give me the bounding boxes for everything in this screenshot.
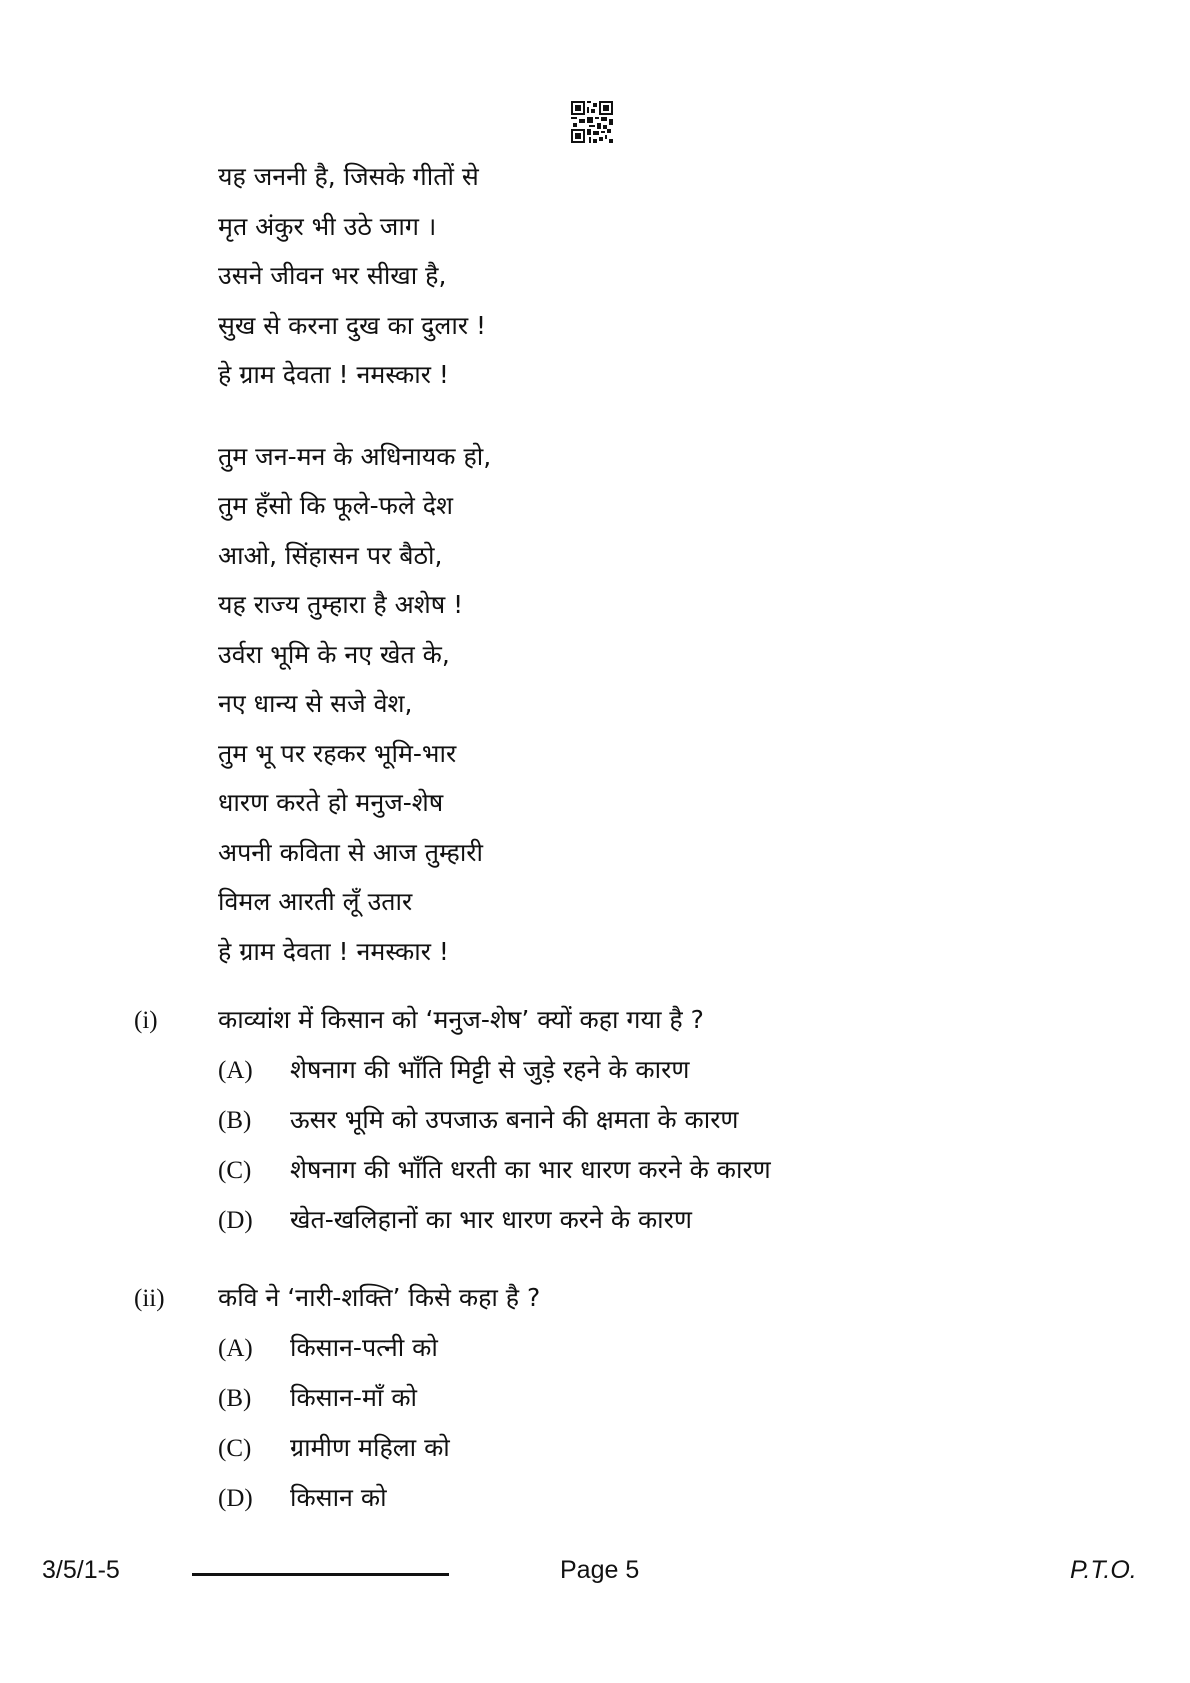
option-label: (A)	[218, 1057, 253, 1084]
option-b	[218, 1380, 1094, 1430]
poem-stanza-1	[218, 152, 491, 400]
option-label: (B)	[218, 1107, 252, 1134]
option-d	[218, 1202, 1094, 1252]
question-ii	[134, 1280, 1094, 1530]
poem-line: उर्वरा भूमि के नए खेत के,	[218, 639, 450, 669]
options-list	[218, 1330, 1094, 1530]
poem-passage	[218, 152, 491, 976]
poem-line: हे ग्राम देवता ! नमस्कार !	[218, 936, 449, 966]
option-label: (B)	[218, 1385, 252, 1412]
poem-line: तुम जन-मन के अधिनायक हो,	[218, 441, 492, 471]
poem-line: तुम हँसो कि फूले-फले देश	[218, 491, 454, 520]
page-number: Page 5	[560, 1556, 640, 1584]
page-footer	[0, 1556, 1190, 1596]
option-d	[218, 1480, 1094, 1530]
option-text: किसान-माँ को	[290, 1383, 417, 1412]
option-text: किसान-पत्नी को	[290, 1333, 438, 1362]
poem-line: धारण करते हो मनुज-शेष	[218, 788, 444, 817]
question-number: (i)	[134, 1007, 158, 1034]
poem-stanza-2	[218, 432, 491, 977]
option-text: ऊसर भूमि को उपजाऊ बनाने की क्षमता के कारण	[290, 1105, 739, 1134]
option-label: (C)	[218, 1435, 252, 1462]
question-i	[134, 1002, 1094, 1252]
paper-code: 3/5/1-5	[42, 1556, 120, 1584]
option-label: (D)	[218, 1207, 253, 1234]
option-label: (A)	[218, 1335, 253, 1362]
pto-label: P.T.O.	[1070, 1556, 1137, 1584]
poem-line: उसने जीवन भर सीखा है,	[218, 261, 447, 290]
poem-line: तुम भू पर रहकर भूमि-भार	[218, 738, 457, 768]
option-c	[218, 1430, 1094, 1480]
poem-line: मृत अंकुर भी उठे जाग ।	[218, 211, 437, 241]
poem-line: नए धान्य से सजे वेश,	[218, 689, 413, 718]
option-text: ग्रामीण महिला को	[290, 1433, 450, 1462]
option-text: खेत-खलिहानों का भार धारण करने के कारण	[290, 1205, 692, 1234]
poem-line: आओ, सिंहासन पर बैठो,	[218, 540, 443, 570]
footer-divider	[192, 1573, 449, 1576]
questions-section	[134, 1002, 1094, 1530]
option-a	[218, 1052, 1094, 1102]
poem-line: सुख से करना दुख का दुलार !	[218, 310, 487, 340]
poem-line: विमल आरती लूँ उतार	[218, 887, 413, 916]
option-a	[218, 1330, 1094, 1380]
poem-line: यह राज्य तुम्हारा है अशेष !	[218, 590, 464, 619]
poem-line: यह जननी है, जिसके गीतों से	[218, 162, 479, 191]
option-c	[218, 1152, 1094, 1202]
option-label: (D)	[218, 1485, 253, 1512]
option-text: शेषनाग की भाँति धरती का भार धारण करने के कारण	[290, 1155, 771, 1184]
qr-code-icon	[571, 101, 613, 143]
poem-line: अपनी कविता से आज तुम्हारी	[218, 837, 483, 867]
option-b	[218, 1102, 1094, 1152]
question-number: (ii)	[134, 1285, 165, 1312]
option-text: शेषनाग की भाँति मिट्टी से जुड़े रहने के कारण	[290, 1055, 690, 1084]
option-text: किसान को	[290, 1483, 387, 1512]
option-label: (C)	[218, 1157, 252, 1184]
poem-line: हे ग्राम देवता ! नमस्कार !	[218, 360, 449, 389]
question-text: काव्यांश में किसान को ‘मनुज-शेष’ क्यों कहा गया है ?	[218, 1005, 704, 1034]
options-list	[218, 1052, 1094, 1252]
question-text: कवि ने ‘नारी-शक्ति’ किसे कहा है ?	[218, 1283, 541, 1312]
